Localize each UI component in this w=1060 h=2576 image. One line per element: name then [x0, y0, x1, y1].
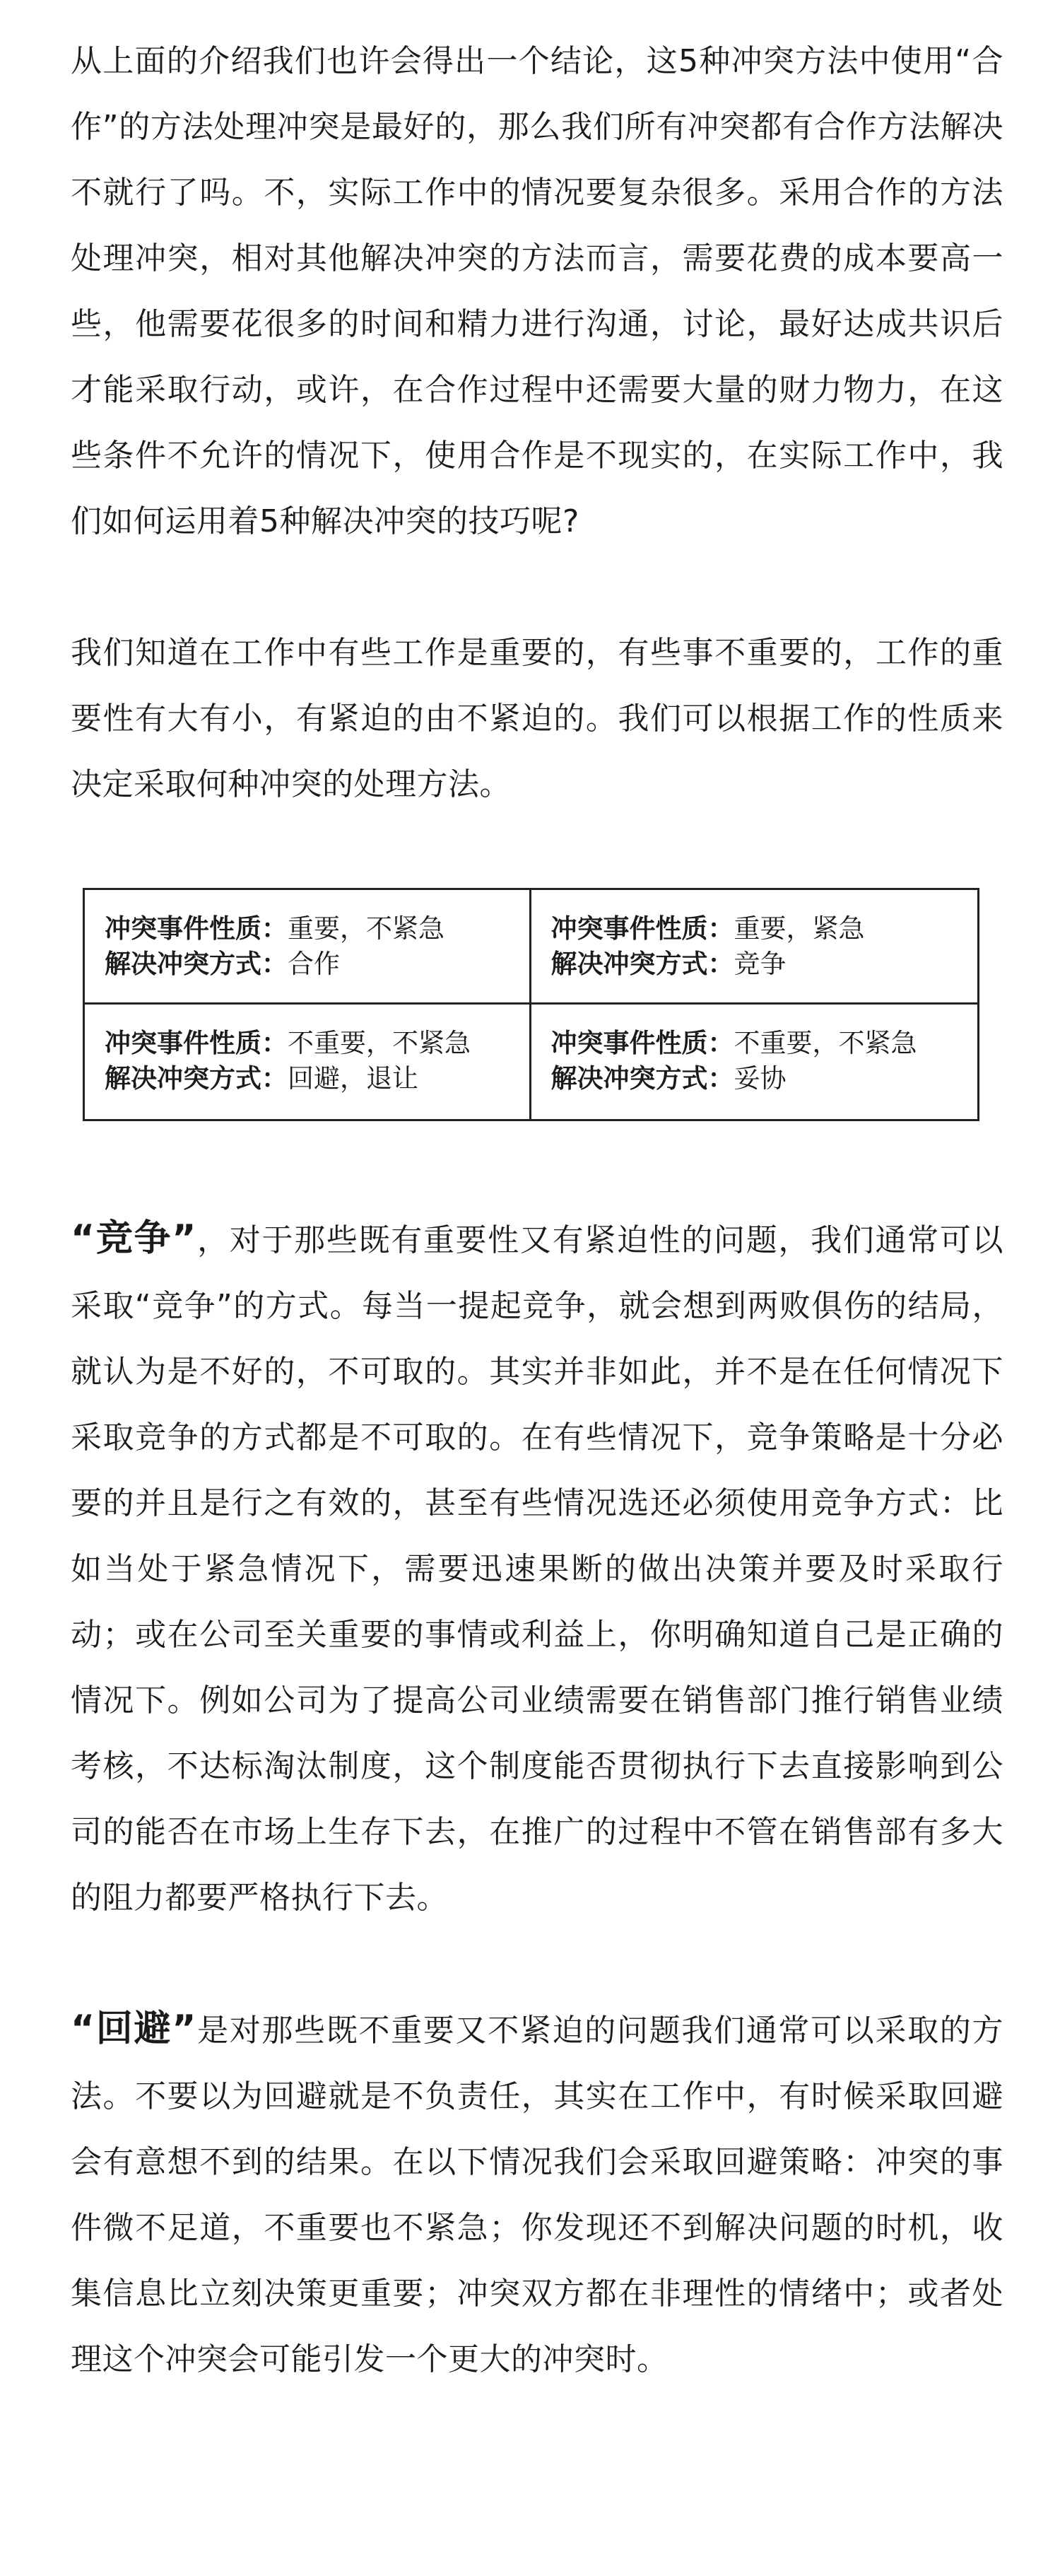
table-cell-unimportant-not-urgent-a: [85, 1005, 531, 1119]
nature-key: 冲突事件性质：: [550, 1028, 734, 1058]
method-value: 竞争: [734, 949, 787, 979]
method-key: 解决冲突方式：: [105, 1063, 288, 1094]
cell-method-row: [105, 1061, 510, 1096]
competition-paragraph: [71, 1206, 1003, 1931]
intro-paragraph: 从上面的介绍我们也许会得出一个结论，这5种冲突方法中使用“合作”的方法处理冲突是最好的，那么我们所有冲突都有合作方法解决不就行了吗。不，实际工作中的情况要复杂很多。采用合作的方法处理冲突，相对其他解决冲突的方法而言，需要花费的成本要高一些，他需要花很多的时间和精力进行沟通，讨论，最好达成共识后才能采取行动，或许，在合作过程中还需要大量的财力物力，在这些条件不允许的情况下，使用合作是不现实的，在实际工作中，我们如何运用着5种解决冲突的技巧呢?: [71, 43, 1003, 539]
nature-value: 重要，不紧急: [288, 913, 444, 944]
method-key: 解决冲突方式：: [105, 949, 288, 979]
method-value: 回避，退让: [288, 1063, 418, 1094]
context-paragraph: 我们知道在工作中有些工作是重要的，有些事不重要的，工作的重要性有大有小，有紧迫的由不紧迫的。我们可以根据工作的性质来决定采取何种冲突的处理方法。: [71, 635, 1003, 802]
nature-key: 冲突事件性质：: [550, 913, 734, 944]
avoidance-lead: “回避”: [71, 2008, 196, 2050]
table-cell-important-urgent: [531, 890, 978, 1005]
cell-nature-row: [551, 911, 958, 947]
cell-nature-row: [105, 911, 510, 947]
method-key: 解决冲突方式：: [550, 949, 734, 979]
cell-nature-row: [105, 1026, 510, 1061]
competition-lead: “竞争”: [71, 1217, 196, 1260]
method-value: 合作: [288, 949, 340, 979]
competition-body: ，对于那些既有重要性又有紧迫性的问题，我们通常可以采取“竞争”的方式。每当一提起竞争，就会想到两败俱伤的结局，就认为是不好的，不可取的。其实并非如此，并不是在任何情况下采取竞争的方式都是不可取的。在有些情况下，竞争策略是十分必要的并且是行之有效的，甚至有些情况选还必须使用竞争方式：比如当处于紧急情况下，需要迅速果断的做出决策并要及时采取行动；或在公司至关重要的事情或利益上，你明确知道自己是正确的情况下。例如公司为了提高公司业绩需要在销售部门推行销售业绩考核，不达标淘汰制度，这个制度能否贯彻执行下去直接影响到公司的能否在市场上生存下去，在推广的过程中不管在销售部有多大的阻力都要严格执行下去。: [71, 1222, 1003, 1916]
cell-method-row: [105, 947, 510, 982]
nature-key: 冲突事件性质：: [105, 913, 288, 944]
avoidance-paragraph: [71, 1996, 1003, 2392]
cell-method-row: [551, 1061, 958, 1096]
conflict-method-table: [83, 888, 979, 1121]
cell-nature-row: [551, 1026, 958, 1061]
avoidance-body: 是对那些既不重要又不紧迫的问题我们通常可以采取的方法。不要以为回避就是不负责任，其实在工作中，有时候采取回避会有意想不到的结果。在以下情况我们会采取回避策略：冲突的事件微不足道，不重要也不紧急；你发现还不到解决问题的时机，收集信息比立刻决策更重要；冲突双方都在非理性的情绪中；或者处理这个冲突会可能引发一个更大的冲突时。: [71, 2013, 1003, 2377]
table-cell-important-not-urgent: [85, 890, 531, 1005]
nature-value: 不重要，不紧急: [288, 1028, 471, 1058]
table-cell-unimportant-not-urgent-b: [531, 1005, 978, 1119]
nature-value: 重要，紧急: [734, 913, 865, 944]
nature-value: 不重要，不紧急: [734, 1028, 917, 1058]
method-value: 妥协: [734, 1063, 787, 1094]
article: [71, 28, 1003, 2392]
nature-key: 冲突事件性质：: [105, 1028, 288, 1058]
method-key: 解决冲突方式：: [550, 1063, 734, 1094]
cell-method-row: [551, 947, 958, 982]
